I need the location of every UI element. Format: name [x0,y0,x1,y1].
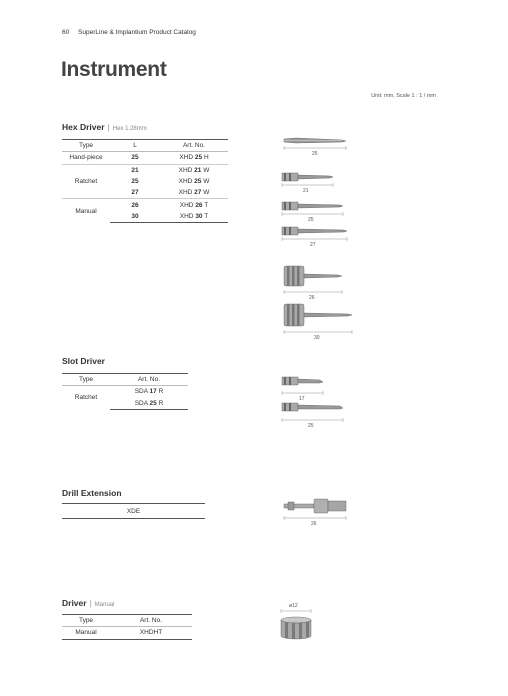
drill-extension-title: Drill Extension [62,488,122,498]
art-no-cell: SDA 17 R [134,388,164,396]
slot-driver-heading [62,356,105,366]
art-no-cell: SDA 25 R [110,398,188,410]
driver-manual-illustration [278,600,318,650]
title-separator: | [89,598,92,608]
hex-driver-ratchet-21-illustration [280,170,340,194]
slot-driver-table [62,373,188,410]
catalog-title: SuperLine & Implantium Product Catalog [78,29,196,36]
type-cell: Ratchet [62,164,110,199]
art-no-cell: XHD 27 W [178,189,210,197]
art-no-cell: XHD 25 H [179,154,209,162]
drill-extension-table [62,503,205,519]
length-cell: 26 [131,201,139,209]
table-header-row [62,615,192,627]
slot-driver-17-illustration [280,374,330,402]
length-cell: 30 [131,212,139,220]
table-row [62,164,228,176]
type-cell: Hand-piece [69,154,103,162]
dimension-label: 25 [308,217,314,223]
driver-title: Driver [62,598,87,608]
art-no-cell: XHDHT [110,627,192,639]
col-art-no: Art. No. [160,140,228,152]
dimension-label: 27 [310,242,316,248]
dimension-label: 26 [309,295,315,301]
driver-table [62,614,192,640]
length-cell: 25 [131,178,139,186]
hex-driver-subtitle: Hex 1.28mm [112,126,147,132]
running-header [62,29,196,36]
page-number: 60 [62,29,70,36]
col-type: Type [62,615,110,627]
col-art-no: Art. No. [110,374,188,386]
page-title: Instrument [61,58,167,81]
title-separator: | [107,122,110,132]
hex-driver-ratchet-27-illustration [280,224,354,248]
art-no-cell: XHD 21 W [160,164,228,176]
slot-driver-title: Slot Driver [62,356,105,366]
hex-driver-ratchet-25-illustration [280,199,350,223]
col-l: L [110,140,160,152]
type-cell: Ratchet [74,394,98,402]
length-cell: 25 [131,154,139,162]
table-row [62,386,188,398]
art-no-cell: XHD 25 W [178,178,210,186]
table-row [62,152,228,164]
type-cell: Manual [62,627,110,639]
dimension-label: 30 [314,335,320,341]
dimension-label: 25 [312,151,318,157]
hex-driver-manual-30-illustration [282,301,362,341]
drill-extension-illustration [282,492,352,528]
dimension-label: ø12 [289,603,298,609]
dimension-label: 26 [311,521,317,527]
hex-driver-heading [62,122,147,132]
art-no-cell: XDE [62,504,205,519]
col-type: Type [62,140,110,152]
type-cell: Manual [62,199,110,223]
table-row [62,199,228,211]
art-no-cell: XHD 30 T [160,211,228,223]
dimension-label: 21 [303,188,309,194]
driver-subtitle: Manual [94,602,115,608]
table-header-row [62,374,188,386]
dimension-label: 25 [308,423,314,429]
unit-note: Unit: mm, Scale 1 : 1 / mm [371,93,436,99]
col-art-no: Art. No. [110,615,192,627]
drill-extension-heading [62,488,122,498]
hex-driver-handpiece-illustration [282,136,352,158]
col-type: Type [62,374,110,386]
slot-driver-25-illustration [280,400,350,430]
dimension-label: 17 [299,396,305,402]
hex-driver-title: Hex Driver [62,122,105,132]
table-row [62,504,205,519]
table-header-row [62,140,228,152]
driver-heading [62,598,114,608]
hex-driver-manual-26-illustration [282,263,352,301]
length-cell: 21 [131,166,139,174]
table-row [62,627,192,639]
hex-driver-table [62,139,228,223]
art-no-cell: XHD 26 T [160,199,228,211]
length-cell: 27 [131,189,139,197]
